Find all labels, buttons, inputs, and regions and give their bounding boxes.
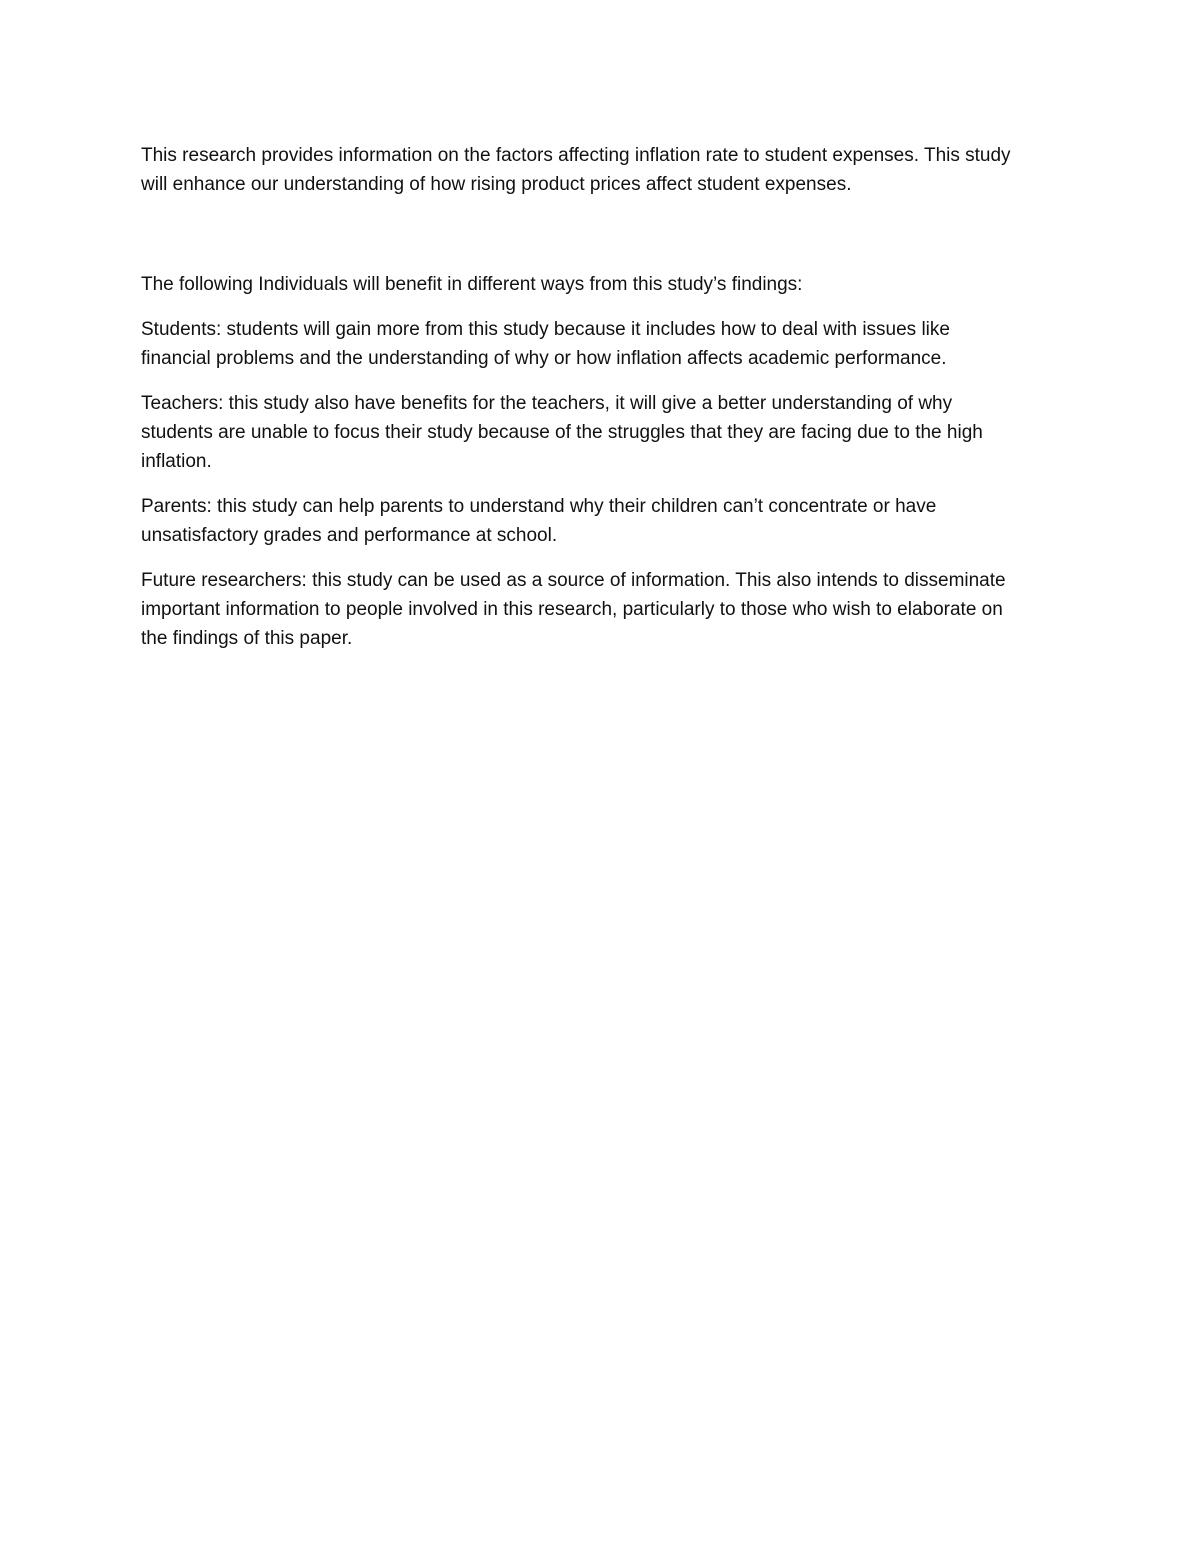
future-researchers-line-1: Future researchers: this study can be used as a source of information. This also intends to disseminate — [141, 570, 1006, 591]
teachers-paragraph — [141, 389, 1066, 476]
lead-in-paragraph — [141, 270, 1066, 299]
future-researchers-line-2: important information to people involved in this research, particularly to those who wish to elaborate on — [141, 599, 1003, 620]
lead-in-line-1: The following Individuals will benefit in different ways from this study’s findings: — [141, 274, 803, 295]
intro-paragraph — [141, 141, 1066, 199]
intro-line-2: will enhance our understanding of how rising product prices affect student expenses. — [141, 174, 852, 195]
parents-line-2: unsatisfactory grades and performance at school. — [141, 525, 558, 546]
intro-line-1: This research provides information on the factors affecting inflation rate to student expenses. This study — [141, 145, 1011, 166]
future-researchers-line-3: the findings of this paper. — [141, 628, 353, 649]
students-line-2: financial problems and the understanding of why or how inflation affects academic performance. — [141, 348, 947, 369]
document-body — [141, 141, 1066, 669]
teachers-line-2: students are unable to focus their study because of the struggles that they are facing due to the high — [141, 422, 983, 443]
parents-paragraph — [141, 492, 1066, 550]
future-researchers-paragraph — [141, 566, 1066, 653]
teachers-line-3: inflation. — [141, 451, 212, 472]
teachers-line-1: Teachers: this study also have benefits for the teachers, it will give a better understanding of why — [141, 393, 953, 414]
paragraph-spacer — [141, 199, 1066, 270]
parents-line-1: Parents: this study can help parents to understand why their children can’t concentrate or have — [141, 496, 937, 517]
students-line-1: Students: students will gain more from this study because it includes how to deal with issues like — [141, 319, 950, 340]
students-paragraph — [141, 315, 1066, 373]
